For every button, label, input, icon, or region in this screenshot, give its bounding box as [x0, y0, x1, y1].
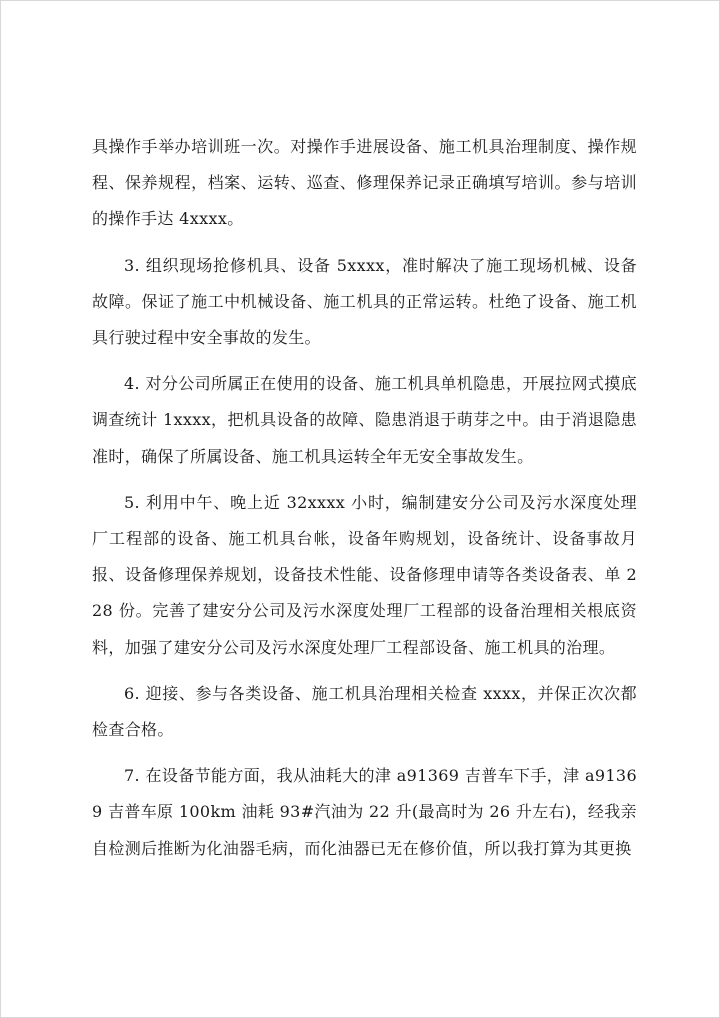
paragraph-item-4: 4. 对分公司所属正在使用的设备、施工机具单机隐患，开展拉网式摸底调查统计 1xxxx，把机具设备的故障、隐患消退于萌芽之中。由于消退隐患准时，确保了所属设备、施工机具运转全年无安全事故发生。: [92, 374, 637, 466]
paragraph-item-7: 7. 在设备节能方面，我从油耗大的津 a91369 吉普车下手，津 a91369 吉普车原 100km 油耗 93#汽油为 22 升(最高时为 26 升左右)，经我亲自检测后推断为化油器毛病，而化油器已无在修价值，所以我打算为其更换: [92, 766, 637, 858]
paragraph-training: 具操作手举办培训班一次。对操作手进展设备、施工机具治理制度、操作规程、保养规程，档案、运转、巡查、修理保养记录正确填写培训。参与培训的操作手达 4xxxx。: [92, 137, 637, 229]
paragraph-item-5: 5. 利用中午、晚上近 32xxxx 小时，编制建安分公司及污水深度处理厂工程部的设备、施工机具台帐，设备年购规划，设备统计、设备事故月报、设备修理保养规划，设备技术性能、设备修理申请等各类设备表、单 228 份。完善了建安分公司及污水深度处理厂工程部的设备治理相关根底资料，加强了建安分公司及污水深度处理厂工程部设备、施工机具的治理。: [92, 492, 637, 657]
document-body: [92, 129, 637, 867]
paragraph-item-3: 3. 组织现场抢修机具、设备 5xxxx，准时解决了施工现场机械、设备故障。保证了施工中机械设备、施工机具的正常运转。杜绝了设备、施工机具行驶过程中安全事故的发生。: [92, 255, 637, 348]
paragraph-item-6: 6. 迎接、参与各类设备、施工机具治理相关检查 xxxx，并保正次次都检查合格。: [92, 683, 637, 740]
